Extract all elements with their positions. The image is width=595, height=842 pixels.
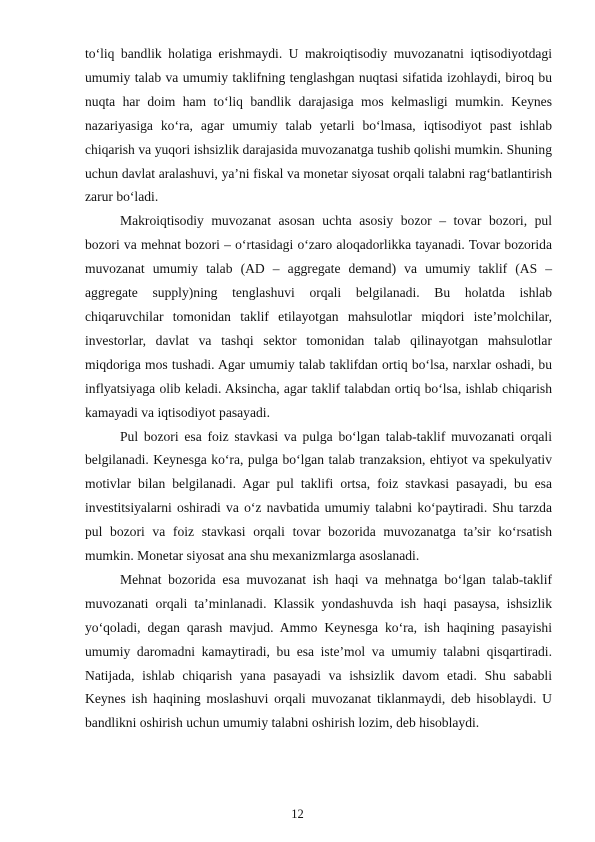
- paragraph-money-market: Pul bozori esa foiz stavkasi va pulga bo‘lgan talab-taklif muvozanati orqali belgilanadi. Keynesga ko‘ra, pulga bo‘lgan talab tranzaksion, ehtiyot va spekulyativ motivlar bilan belgilanadi. Agar pul taklifi ortsa, foiz stavkasi pasayadi, bu esa investitsiyalarni oshiradi va o‘z navbatida umumiy talabni ko‘paytiradi. Shu tarzda pul bozori va foiz stavkasi orqali tovar bozorida muvozanatga ta’sir ko‘rsatish mumkin. Monetar siyosat ana shu mexanizmlarga asoslanadi.: [85, 428, 552, 564]
- page-number: 12: [291, 807, 304, 821]
- page-content: [85, 42, 552, 735]
- paragraph-three-markets: Makroiqtisodiy muvozanat asosan uchta asosiy bozor – tovar bozori, pul bozori va mehnat bozori – o‘rtasidagi o‘zaro aloqadorlikka tayanadi. Tovar bozorida muvozanat umumiy talab (AD – aggregate demand) va umumiy taklif (AS – aggregate supply)ning tenglashuvi orqali belgilanadi. Bu holatda ishlab chiqaruvchilar tomonidan taklif etilayotgan mahsulotlar miqdori iste’molchilar, investorlar, davlat va tashqi sektor tomonidan talab qilinayotgan mahsulotlar miqdoriga mos tushadi. Agar umumiy talab taklifdan ortiq bo‘lsa, narxlar oshadi, bu inflyatsiyaga olib keladi. Aksincha, agar taklif talabdan ortiq bo‘lsa, ishlab chiqarish kamayadi va iqtisodiyot pasayadi.: [85, 213, 552, 420]
- paragraph-keynes-equilibrium: to‘liq bandlik holatiga erishmaydi. U makroiqtisodiy muvozanatni iqtisodiyotdagi umumiy talab va umumiy taklifning tenglashgan nuqtasi sifatida izohlaydi, biroq bu nuqta har doim ham to‘liq bandlik darajasiga mos kelmasligi mumkin. Keynes nazariyasiga ko‘ra, agar umumiy talab yetarli bo‘lmasa, iqtisodiyot past ishlab chiqarish va yuqori ishsizlik darajasida muvozanatga tushib qolishi mumkin. Shuning uchun davlat aralashuvi, ya’ni fiskal va monetar siyosat orqali talabni rag‘batlantirish zarur bo‘ladi.: [85, 46, 552, 205]
- paragraph-labor-market: Mehnat bozorida esa muvozanat ish haqi va mehnatga bo‘lgan talab-taklif muvozanati orqali ta’minlanadi. Klassik yondashuvda ish haqi pasaysa, ishsizlik yo‘qoladi, degan qarash mavjud. Ammo Keynesga ko‘ra, ish haqining pasayishi umumiy daromadni kamaytiradi, bu esa iste’mol va umumiy talabni qisqartiradi. Natijada, ishlab chiqarish yana pasayadi va ishsizlik davom etadi. Shu sababli Keynes ish haqining moslashuvi orqali muvozanat tiklanmaydi, deb hisoblaydi. U bandlikni oshirish uchun umumiy talabni oshirish lozim, deb hisoblaydi.: [85, 571, 552, 731]
